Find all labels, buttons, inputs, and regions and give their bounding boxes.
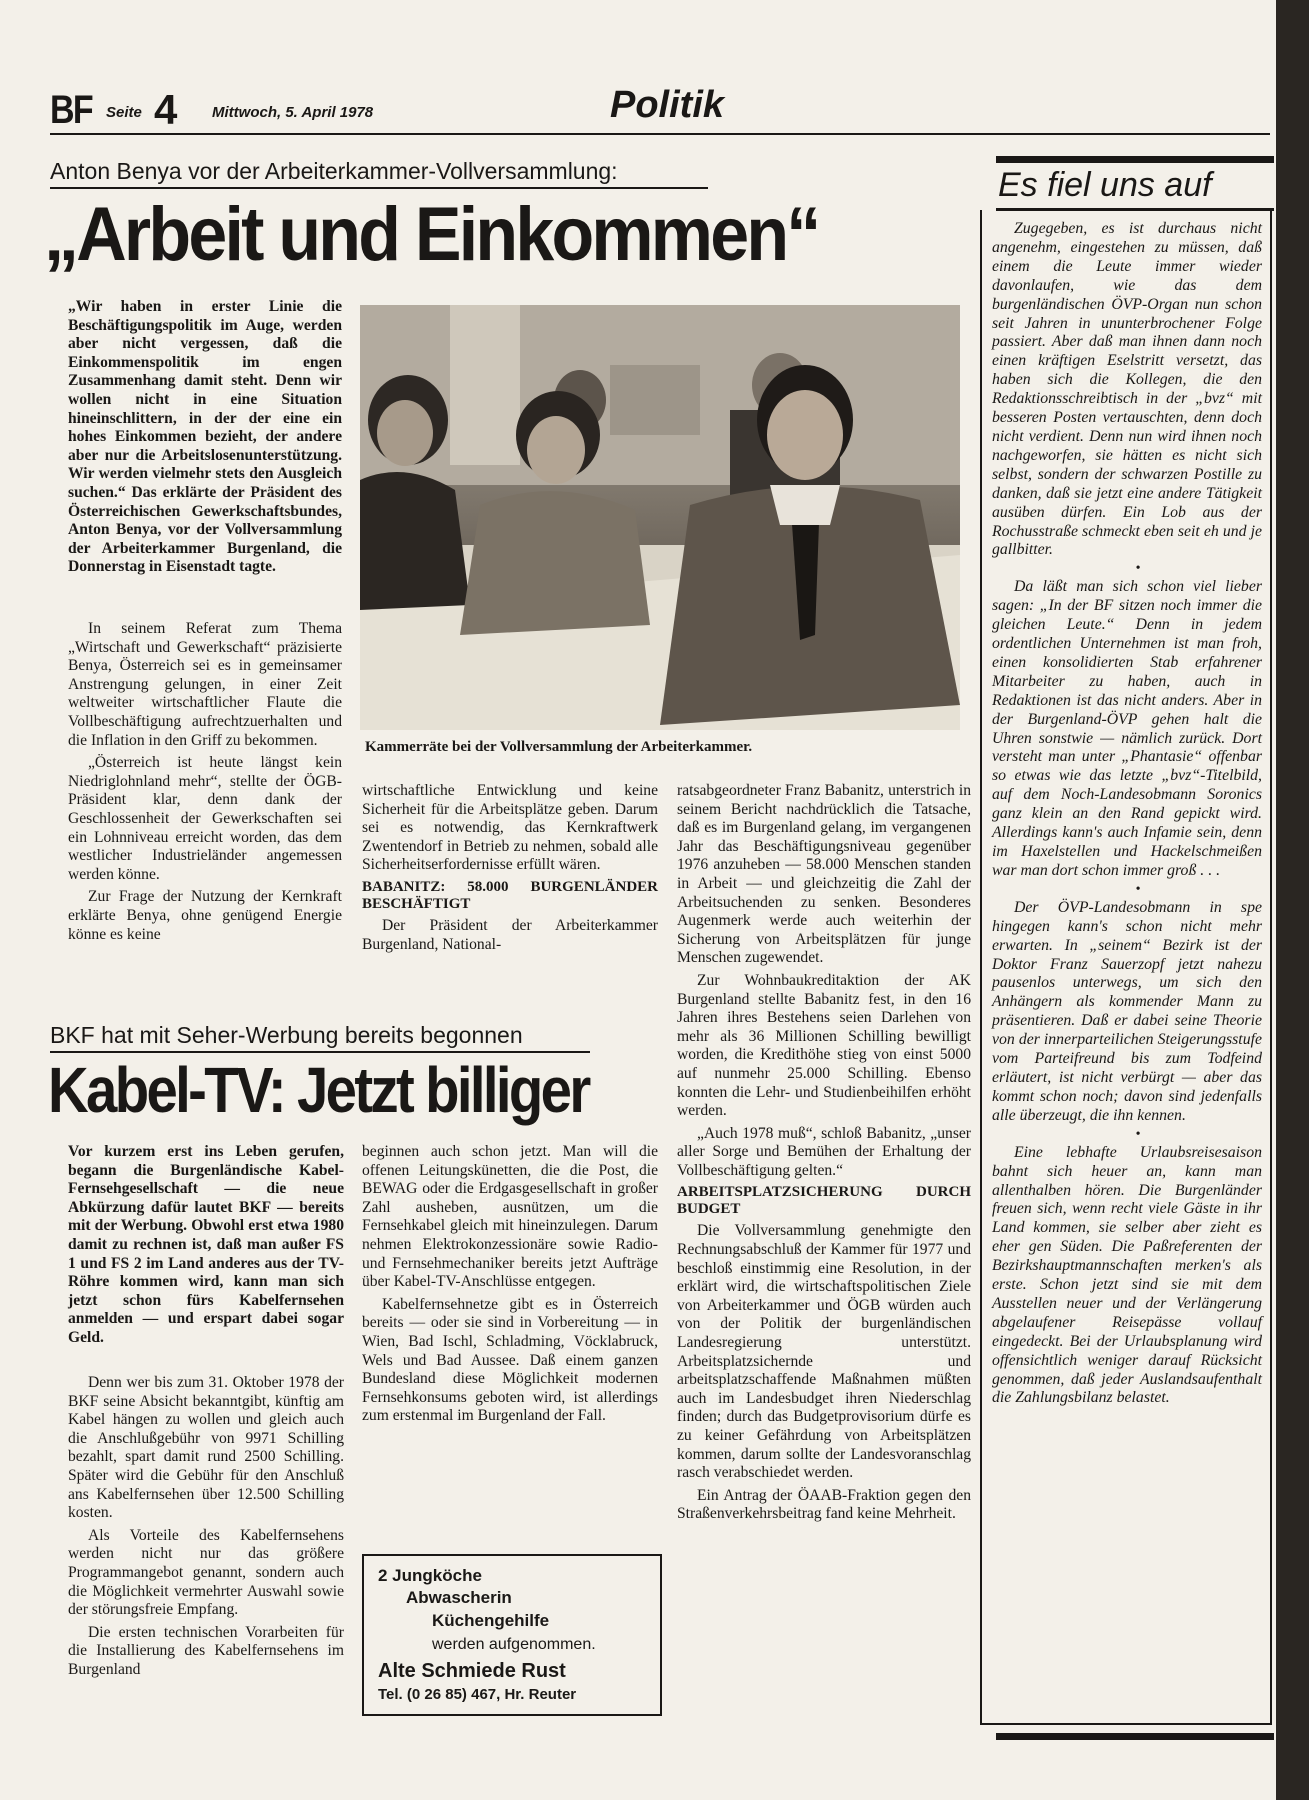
meeting-photo-illustration <box>360 305 960 730</box>
bullet-separator: • <box>1135 561 1141 577</box>
ad-line-3: Küchengehilfe <box>432 1611 550 1630</box>
sidebar-paragraph: Der ÖVP-Landesobmann in spe hingegen kann's schon nicht mehr erwarten. In „seinem“ Bezirk ist der Doktor Franz Sauerzopf jetzt nahezu pausenlos unterwegs, um sich den Anhängern als kommender Mann zu präsentieren. Daß er dabei seine Theorie von der innerparteilichen Steigerungsstufe vom Parteifreund bis zum Todfeind erläutert, ist nicht verbürgt — aber das kommt schon noch; davon sind jedenfalls alle überzeugt, die ihn kennen. <box>992 898 1262 1124</box>
paragraph: Der Präsident der Arbeiterkammer Burgenland, National- <box>362 916 658 953</box>
paragraph: wirtschaftliche Entwicklung und keine Sicherheit für die Arbeitsplätze geben. Darum sei es notwendig, das Kernkraftwerk Zwentendorf in Betrieb zu nehmen, sobald alle Sicherheitserfordernisse erfüllt wären. <box>362 782 658 874</box>
kicker-underline <box>50 187 708 189</box>
page-edge <box>1276 0 1309 1800</box>
article2-kicker: BKF hat mit Seher-Werbung bereits begonnen <box>50 1022 523 1048</box>
sidebar-paragraph: Eine lebhafte Urlaubsreisesaison bahnt sich heuer an, kann man allenthalben hören. Die Burgenländer freuen sich, wenn recht viele Gäste in ihr Land kommen, sie selber aber zieht es eher gen Süden. Die Paßreferenten der Bezirkshauptmannschaften merken's als erste. Schon jetzt sind sie mit dem Ausstellen neuer und der Verlängerung abgelaufener Reisepässe vollauf eingedeckt. Bei der Urlaubsplanung wird offensichtlich weniger darauf Rücksicht genommen, daß jeder Auslandsaufenthalt die Zahlungsbilanz belastet. <box>992 1143 1262 1407</box>
article1-headline: „Arbeit und Einkommen“ <box>44 192 819 277</box>
bullet-separator: • <box>1135 1126 1141 1142</box>
subhead-babanitz: BABANITZ: 58.000 BURGENLÄNDER BESCHÄFTIGT <box>362 878 658 912</box>
ad-line-5: Alte Schmiede Rust <box>378 1660 566 1682</box>
issue-date: Mittwoch, 5. April 1978 <box>212 104 374 121</box>
photo-caption: Kammerräte bei der Vollversammlung der Arbeiterkammer. <box>365 739 753 755</box>
paragraph: Denn wer bis zum 31. Oktober 1978 der BKF seine Absicht bekanntgibt, künftig am Kabel hängen zu wollen und gleich auch die Anschlußgebühr von 9971 Schilling bezahlt, spart damit rund 2500 Schilling. Später wird die Gebühr für den Anschluß ans Kabelfernsehen über 12.500 Schilling kosten. <box>68 1374 344 1522</box>
sidebar-column <box>992 220 1262 1410</box>
article2-col2 <box>362 1143 658 1430</box>
paragraph: Die Vollversammlung genehmigte den Rechnungsabschluß der Kammer für 1977 und beschloß einstimmig eine Resolution, in der erklärt wird, die wirtschaftspolitischen Ziele von Arbeiterkammer und ÖGB würden auch von der Politik der burgenländischen Landesregierung unterstützt. Arbeitsplatzsichernde und arbeitsplatzschaffende Maßnahmen müßten auch im Landesbudget ihren Niederschlag finden; durch das Budgetprovisorium dürfe es zu keiner Gefährdung von Arbeitsplätzen kommen, darum sollte der Landesvoranschlag rasch verabschiedet werden. <box>677 1222 971 1482</box>
sidebar-paragraph: Zugegeben, es ist durchaus nicht angenehm, eingestehen zu müssen, daß einem die Leute immer wieder davonlaufen, wie das dem burgenländischen ÖVP-Organ nun schon seit Jahren in ununterbrochener Folge passiert. Aber daß man ihnen dann noch einen kräftigen Eselstritt versetzt, das haben sich die Kollegen, die den Redaktionsschreibtisch in der „bvz“ mit besseren Posten vertauschten, denn doch nicht verdient. Denn nun wird ihnen noch nachgeworfen, sie hätten es nicht sich selbst, sondern der schwarzen Postille zu danken, daß sie jetzt eine andere Tätigkeit ausüben dürfen. Ein Lob aus der Rochusstraße schmeckt eben seit eh und je gallbitter. <box>992 220 1262 559</box>
article1-col3 <box>677 782 971 1528</box>
paragraph: ratsabgeordneter Franz Babanitz, unterstrich in seinem Bericht nachdrücklich die Tatsache, daß es im Burgenland gelang, im vergangenen Jahr das Beschäftigungsniveau gegenüber 1976 anzuheben — 58.000 Menschen standen in Arbeit — und gleichzeitig die Zahl der Arbeitsuchenden zu senken. Besonderes Augenmerk werde auch weiterhin der Sicherung von Arbeitsplätzen für junge Menschen zugewendet. <box>677 782 971 967</box>
article1-col1 <box>68 620 342 948</box>
meeting-photo <box>360 305 960 730</box>
section-title: Politik <box>610 84 725 126</box>
article2-headline: Kabel-TV: Jetzt billiger <box>48 1054 589 1126</box>
article2-col1 <box>68 1374 344 1684</box>
sidebar-top-bar <box>996 156 1274 163</box>
paragraph: Zur Wohnbaukreditaktion der AK Burgenland stellte Babanitz fest, in den 16 Jahren ihres Bestehens seien Darlehen von mehr als 36 Millionen Schilling bewilligt worden, die Kredithöhe stieg von einst 5000 auf nunmehr 25.000 Schilling. Ebenso konnten die Lehr- und Studienbeihilfen erhöht werden. <box>677 971 971 1120</box>
article1-col2 <box>362 782 658 958</box>
article2-lead <box>68 1143 344 1352</box>
paragraph: Zur Frage der Nutzung der Kernkraft erklärte Benya, ohne genügend Energie könne es keine <box>68 888 342 943</box>
job-ad <box>362 1554 662 1716</box>
paragraph: beginnen auch schon jetzt. Man will die offenen Leitungskünetten, die die Post, die BEWAG oder die Erdgasgesellschaft in großer Zahl ausheben, ausnützen, um die Fernsehkabel gleich mit hineinzulegen. Darum nehmen Elektrokonzessionäre sowie Radio- und Fernsehmechaniker bereits jetzt Aufträge über Kabel-TV-Anschlüsse entgegen. <box>362 1143 658 1291</box>
ad-line-2: Abwascherin <box>406 1588 512 1607</box>
bullet-separator: • <box>1135 881 1141 897</box>
lead-paragraph: „Wir haben in erster Linie die Beschäftigungspolitik im Auge, werden aber nicht vergessen, daß die Einkommenspolitik im engen Zusammenhang damit steht. Denn wir wollen nicht in eine Situation hineinschlittern, in der der eine ein hohes Einkommen bezieht, der andere aber nur die Arbeitslosenunterstützung. Wir werden vielmehr stets den Ausgleich suchen.“ Das erklärte der Präsident des Österreichischen Gewerkschaftsbundes, Anton Benya, vor der Vollversammlung der Arbeiterkammer Burgenland, die Donnerstag in Eisenstadt tagte. <box>68 298 342 576</box>
lead-paragraph: Vor kurzem erst ins Leben gerufen, begann die Burgenländische Kabel-Fernsehgesellschaft — die neue Abkürzung dafür lautet BKF — bereits mit der Werbung. Obwohl erst etwa 1980 damit zu rechnen ist, daß man außer FS 1 und FS 2 im Land anderes aus der TV-Röhre kommen wird, kann man sich jetzt schon fürs Kabelfernsehen anmelden — und erspart dabei sogar Geld. <box>68 1143 344 1346</box>
masthead-rule <box>50 133 1270 135</box>
logo: BF <box>50 88 92 132</box>
paragraph: Die ersten technischen Vorarbeiten für die Installierung des Kabelfernsehens im Burgenland <box>68 1623 344 1678</box>
paragraph: In seinem Referat zum Thema „Wirtschaft und Gewerkschaft“ präzisierte Benya, Österreich sei es in gemeinsamer Anstrengung gelungen, in einer Zeit weltweiter wirtschaftlicher Flaute die Vollbeschäftigung aufrechtzuerhalten und die Inflation in den Griff zu bekommen. <box>68 620 342 749</box>
paragraph: Als Vorteile des Kabelfernsehens werden nicht nur das größere Programmangebot genannt, sondern auch die Möglichkeit vermehrter Auswahl sowie der störungsfreie Empfang. <box>68 1526 344 1619</box>
sidebar-paragraph: Da läßt man sich schon viel lieber sagen: „In der BF sitzen noch immer die gleichen Leute.“ Denn in jedem ordentlichen Unternehmen ist man froh, einen konsolidierten Stab erfahrener Mitarbeiter zu haben, auch in Redaktionen ist das nicht anders. Aber in der Burgenland-ÖVP gehen halt die Uhren sonstwie — nämlich zurück. Dort versteht man unter „Phantasie“ offenbar so etwas wie das letzte „bvz“-Titelbild, auf dem Noch-Landesobmann Soronics ganz klein an den Rand gepickt wird. Allerdings kann's auch Infamie sein, denn im Haxelstellen und Hackelschmeißen war man dort schon immer groß . . . <box>992 578 1262 879</box>
paragraph: „Auch 1978 muß“, schloß Babanitz, „unser aller Sorge und Bemühen der Erhaltung der Vollbeschäftigung gelten.“ <box>677 1124 971 1179</box>
article1-lead <box>68 298 342 581</box>
subhead-budget: ARBEITSPLATZSICHERUNG DURCH BUDGET <box>677 1184 971 1218</box>
paragraph: Kabelfernsehnetze gibt es in Österreich bereits — oder sie sind in Vorbereitung — in Wien, Bad Ischl, Schladming, Vöcklabruck, Wels und Bad Aussee. Daß einem ganzen Bundesland diese Möglichkeit modernen Fernsehkonsums geboten wird, ist allerdings zum erstenmal im Burgenland der Fall. <box>362 1295 658 1425</box>
ad-line-1: 2 Jungköche <box>378 1566 482 1585</box>
seite-label: Seite <box>106 104 142 121</box>
masthead <box>50 84 1270 134</box>
paragraph: Ein Antrag der ÖAAB-Fraktion gegen den Straßenverkehrsbeitrag fand keine Mehrheit. <box>677 1486 971 1523</box>
ad-line-4: werden aufgenommen. <box>432 1636 596 1653</box>
article1-kicker: Anton Benya vor der Arbeiterkammer-Vollversammlung: <box>50 158 618 184</box>
sidebar-title: Es fiel uns auf <box>998 166 1212 204</box>
page-number: 4 <box>154 86 178 133</box>
paragraph: „Österreich ist heute längst kein Niedriglohnland mehr“, stellte der ÖGB-Präsident klar, denn dank der Geschlossenheit der Gewerkschaften sei ein Lohnniveau erreicht worden, das dem westlicher Industrieländer angemessen werden könne. <box>68 754 342 883</box>
ad-line-6: Tel. (0 26 85) 467, Hr. Reuter <box>378 1686 577 1703</box>
sidebar-bottom-bar <box>996 1733 1274 1740</box>
